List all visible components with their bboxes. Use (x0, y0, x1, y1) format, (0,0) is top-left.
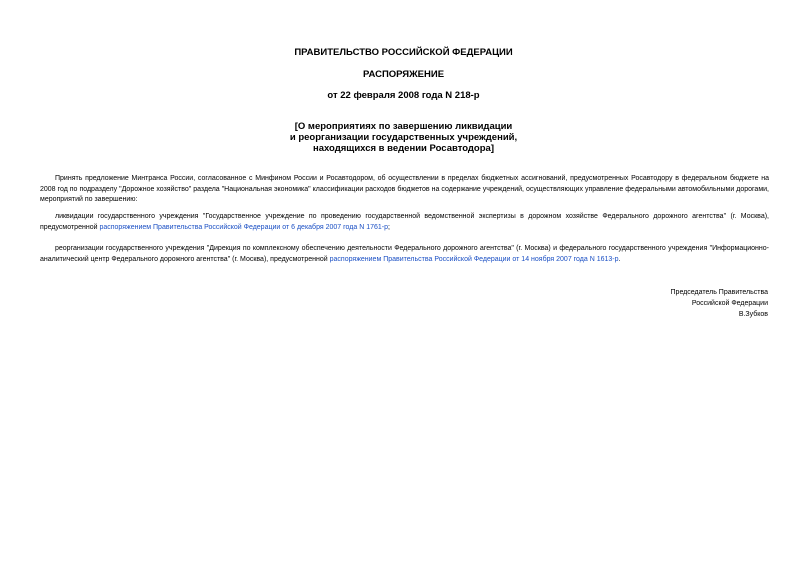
signature-name: В.Зубков (738, 311, 768, 318)
item-2-decree-link[interactable]: распоряжением Правительства Российской Федерации от 14 ноября 2007 года N 1613-р (329, 255, 619, 263)
item-2-end: . (618, 255, 621, 263)
document-subject (0, 121, 807, 154)
item-paragraph-2 (40, 244, 769, 265)
signature-block (671, 287, 768, 320)
item-paragraph-1 (40, 212, 769, 233)
item-1-end: ; (388, 223, 390, 231)
government-title: ПРАВИТЕЛЬСТВО РОССИЙСКОЙ ФЕДЕРАЦИИ (294, 47, 513, 58)
intro-paragraph (40, 174, 769, 206)
item-2-text: реорганизации государственного учреждения "Дирекция по комплексному обеспечению деятельности Федерального дорожного агентства" (г. Москва) и федерального государственного учреждения "Информационно-аналитический центр Федерального дорожного агентства" (г. Москва), предусмотренной (40, 245, 769, 263)
intro-text: Принять предложение Минтранса России, согласованное с Минфином России и Росавтодором, об осуществлении в пределах бюджетных ассигнований, предусмотренных Росавтодору в федеральном бюджете на 2008 год по подразделу "Дорожное хозяйство" раздела "Национальная экономика" классификации расходов бюджетов на содержание учреждений, осуществляющих управление федеральными автомобильными дорогами, мероприятий по завершению: (40, 175, 769, 203)
document-type: РАСПОРЯЖЕНИЕ (362, 69, 445, 80)
item-2 (40, 244, 769, 265)
document-date-number: от 22 февраля 2008 года N 218-р (327, 90, 480, 101)
signature-position-line-2: Российской Федерации (691, 300, 768, 307)
signature-position-line-1: Председатель Правительства (670, 289, 768, 296)
subject-line-1: [О мероприятиях по завершению ликвидации (294, 121, 513, 132)
subject-line-3: находящихся в ведении Росавтодора] (312, 143, 494, 154)
item-1 (40, 212, 769, 233)
item-1-text: ликвидации государственного учреждения "Государственное учреждение по проведению государственной ведомственной экспертизы в дорожном хозяйстве Федерального дорожного агентства" (г. Москва), предусмотренной (40, 213, 769, 231)
subject-line-2: и реорганизации государственных учреждений, (289, 132, 518, 143)
item-1-decree-link[interactable]: распоряжением Правительства Российской Федерации от 6 декабря 2007 года N 1761-р (99, 223, 388, 231)
